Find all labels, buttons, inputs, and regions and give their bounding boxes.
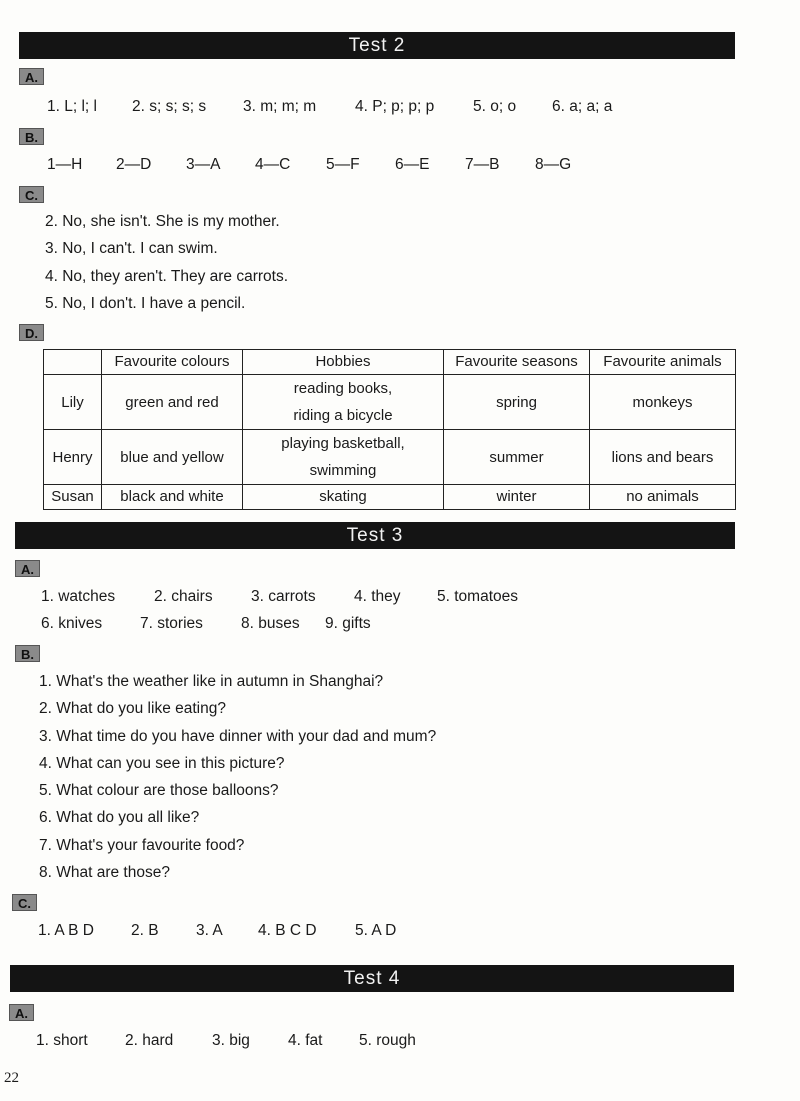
answer-line: 8. What are those? xyxy=(39,864,170,881)
page-number: 22 xyxy=(4,1070,19,1086)
table-row xyxy=(44,485,736,510)
answer-line: 5. No, I don't. I have a pencil. xyxy=(45,295,246,312)
answer-item: 5. rough xyxy=(359,1032,416,1049)
answer-item: 6. knives xyxy=(41,615,103,632)
section-a-label: A. xyxy=(15,560,40,577)
answer-item: 2. B xyxy=(131,922,159,939)
test-3-header xyxy=(15,522,735,549)
table-header-cell xyxy=(44,350,102,375)
table-cell: winter xyxy=(444,485,590,510)
answer-item: 3. carrots xyxy=(251,588,316,605)
answer-item: 3. big xyxy=(212,1032,250,1049)
table-row xyxy=(44,375,736,430)
test-2-section-a-answers xyxy=(0,98,800,118)
table-cell: monkeys xyxy=(590,375,736,430)
answer-item: 4. P; p; p; p xyxy=(355,98,435,115)
answer-line: 6. What do you all like? xyxy=(39,809,200,826)
answer-item: 2. hard xyxy=(125,1032,174,1049)
answer-item: 4. fat xyxy=(288,1032,323,1049)
table-cell: Lily xyxy=(44,375,102,430)
test-4-header xyxy=(10,965,734,992)
hobby-line: swimming xyxy=(309,462,377,479)
table-row xyxy=(44,430,736,485)
answer-item: 2. chairs xyxy=(154,588,213,605)
answer-item: 2—D xyxy=(116,156,152,173)
table-cell: green and red xyxy=(102,375,243,430)
table-cell: Susan xyxy=(44,485,102,510)
section-a-label: A. xyxy=(9,1004,34,1021)
table-header-row xyxy=(44,350,736,375)
section-d-label: D. xyxy=(19,324,44,341)
hobby-line: playing basketball, xyxy=(281,435,405,452)
answer-item: 7—B xyxy=(465,156,500,173)
table-cell: no animals xyxy=(590,485,736,510)
hobbies-table xyxy=(43,349,736,510)
test-2-header xyxy=(19,32,735,59)
section-c-label: C. xyxy=(19,186,44,203)
test-3-section-a-row-1 xyxy=(0,588,800,608)
table-cell xyxy=(243,375,444,430)
answer-line: 4. What can you see in this picture? xyxy=(39,755,285,772)
table-cell: black and white xyxy=(102,485,243,510)
answer-line: 4. No, they aren't. They are carrots. xyxy=(45,268,289,285)
test-3-title: Test 3 xyxy=(346,525,404,546)
hobby-line: reading books, xyxy=(293,380,393,397)
table-cell: Henry xyxy=(44,430,102,485)
answer-item: 5—F xyxy=(326,156,360,173)
table-cell xyxy=(243,430,444,485)
hobby-line: riding a bicycle xyxy=(293,407,393,424)
table-cell: blue and yellow xyxy=(102,430,243,485)
section-a-label: A. xyxy=(19,68,44,85)
answer-item: 3. A xyxy=(196,922,223,939)
answer-line: 1. What's the weather like in autumn in Shanghai? xyxy=(39,673,384,690)
table-header-cell: Favourite colours xyxy=(102,350,243,375)
test-4-title: Test 4 xyxy=(343,968,401,989)
section-b-label: B. xyxy=(19,128,44,145)
answer-item: 6—E xyxy=(395,156,430,173)
answer-item: 7. stories xyxy=(140,615,203,632)
test-3-section-c-answers xyxy=(0,922,800,942)
answer-line: 3. No, I can't. I can swim. xyxy=(45,240,218,257)
table-cell: skating xyxy=(243,485,444,510)
table-header-cell: Favourite seasons xyxy=(444,350,590,375)
answer-line: 7. What's your favourite food? xyxy=(39,837,245,854)
answer-item: 5. o; o xyxy=(473,98,517,115)
section-c-label: C. xyxy=(12,894,37,911)
answer-item: 5. tomatoes xyxy=(437,588,518,605)
answer-item: 1. L; l; l xyxy=(47,98,97,115)
answer-item: 4. they xyxy=(354,588,401,605)
answer-item: 1. short xyxy=(36,1032,88,1049)
answer-line: 2. No, she isn't. She is my mother. xyxy=(45,213,280,230)
answer-item: 3. m; m; m xyxy=(243,98,317,115)
answer-item: 2. s; s; s; s xyxy=(132,98,207,115)
answer-item: 4—C xyxy=(255,156,291,173)
answer-item: 8—G xyxy=(535,156,572,173)
answer-item: 3—A xyxy=(186,156,221,173)
answer-item: 9. gifts xyxy=(325,615,371,632)
answer-item: 1. A B D xyxy=(38,922,95,939)
answer-line: 2. What do you like eating? xyxy=(39,700,226,717)
answer-item: 8. buses xyxy=(241,615,300,632)
answer-item: 4. B C D xyxy=(258,922,317,939)
table-header-cell: Hobbies xyxy=(243,350,444,375)
test-3-section-a-row-2 xyxy=(0,615,800,635)
table-cell: spring xyxy=(444,375,590,430)
answer-item: 6. a; a; a xyxy=(552,98,613,115)
table-cell: lions and bears xyxy=(590,430,736,485)
section-b-label: B. xyxy=(15,645,40,662)
answer-line: 3. What time do you have dinner with your dad and mum? xyxy=(39,728,437,745)
answer-item: 1—H xyxy=(47,156,83,173)
table-cell: summer xyxy=(444,430,590,485)
table-header-cell: Favourite animals xyxy=(590,350,736,375)
answer-item: 5. A D xyxy=(355,922,397,939)
answer-item: 1. watches xyxy=(41,588,116,605)
test-4-section-a-answers xyxy=(0,1032,800,1052)
test-2-title: Test 2 xyxy=(348,35,406,56)
answer-line: 5. What colour are those balloons? xyxy=(39,782,279,799)
test-2-section-b-answers xyxy=(0,156,800,176)
